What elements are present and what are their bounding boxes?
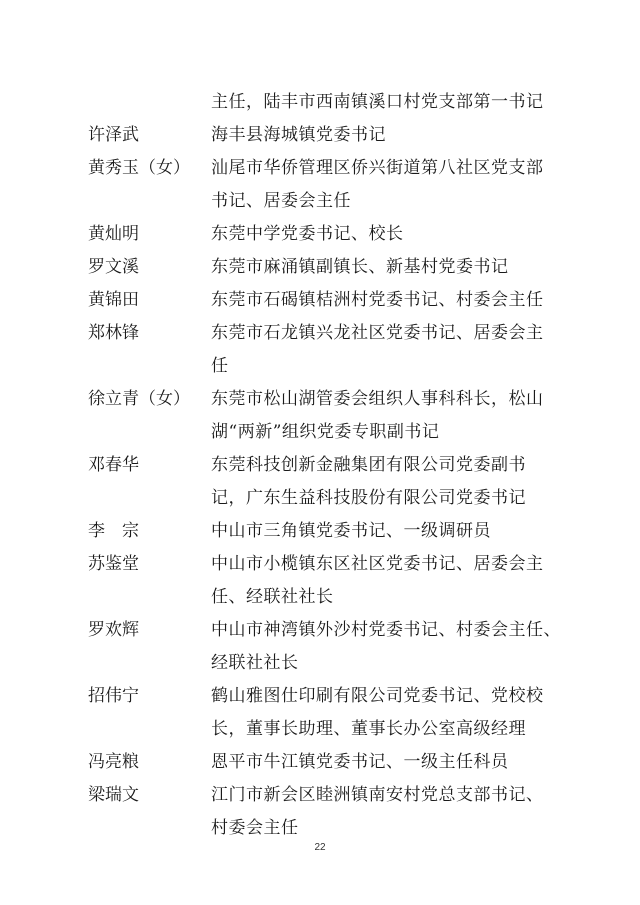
description-line: 湖“两新”组织党委专职副书记 <box>211 422 440 442</box>
list-item <box>0 251 640 284</box>
entry-description <box>211 548 569 614</box>
description-line: 海丰县海城镇党委书记 <box>211 125 386 145</box>
description-line: 长，董事长助理、董事长办公室高级经理 <box>211 719 526 739</box>
list-item <box>0 119 640 152</box>
list-item <box>0 383 640 449</box>
description-line: 鹤山雅图仕印刷有限公司党委书记、党校校 <box>211 686 544 706</box>
description-line: 恩平市牛江镇党委书记、一级主任科员 <box>211 752 509 772</box>
description-line: 任、经联社社长 <box>211 587 334 607</box>
list-item <box>0 680 640 746</box>
entry-description <box>211 284 569 317</box>
description-line: 书记、居委会主任 <box>211 191 351 211</box>
entry-list <box>0 86 640 845</box>
description-line: 东莞市麻涌镇副镇长、新基村党委书记 <box>211 257 509 277</box>
description-line: 汕尾市华侨管理区侨兴街道第八社区党支部 <box>211 158 544 178</box>
person-name: 罗文溪 <box>88 257 139 277</box>
entry-description <box>211 779 569 845</box>
person-name: 苏鉴堂 <box>88 554 139 574</box>
person-name: 邓春华 <box>88 455 139 475</box>
description-line: 中山市小榄镇东区社区党委书记、居委会主 <box>211 554 544 574</box>
list-item <box>0 317 640 383</box>
person-name: 郑林锋 <box>88 323 139 343</box>
description-line: 中山市三角镇党委书记、一级调研员 <box>211 521 491 541</box>
entry-description <box>211 614 569 680</box>
list-item <box>0 779 640 845</box>
description-line: 中山市神湾镇外沙村党委书记、村委会主任、 <box>211 620 561 640</box>
list-item <box>0 218 640 251</box>
person-name: 许泽武 <box>88 125 139 145</box>
list-item <box>0 449 640 515</box>
entry-description <box>211 515 569 548</box>
continuation-entry <box>0 86 640 119</box>
description-line: 东莞市石龙镇兴龙社区党委书记、居委会主 <box>211 323 544 343</box>
entry-description <box>211 449 569 515</box>
entry-description <box>211 218 569 251</box>
description-line: 东莞科技创新金融集团有限公司党委副书 <box>211 455 526 475</box>
person-name: 黄秀玉（女） <box>88 158 190 178</box>
list-item <box>0 548 640 614</box>
entry-description <box>211 746 569 779</box>
description-line: 主任，陆丰市西南镇溪口村党支部第一书记 <box>211 92 544 112</box>
description-line: 记，广东生益科技股份有限公司党委书记 <box>211 488 526 508</box>
person-name: 招伟宁 <box>88 686 139 706</box>
entry-description <box>211 317 569 383</box>
entry-description <box>211 251 569 284</box>
entry-description <box>211 152 569 218</box>
person-name: 罗欢辉 <box>88 620 139 640</box>
description-line: 东莞市松山湖管委会组织人事科科长，松山 <box>211 389 544 409</box>
list-item <box>0 746 640 779</box>
page-number: 22 <box>314 842 326 853</box>
person-name: 徐立青（女） <box>88 389 190 409</box>
list-item <box>0 152 640 218</box>
description-line: 村委会主任 <box>211 818 299 838</box>
person-name: 梁瑞文 <box>88 785 139 805</box>
description-line: 东莞中学党委书记、校长 <box>211 224 404 244</box>
entry-description <box>211 383 569 449</box>
description-line: 东莞市石碣镇桔洲村党委书记、村委会主任 <box>211 290 544 310</box>
person-name: 黄灿明 <box>88 224 139 244</box>
list-item <box>0 284 640 317</box>
description-line: 经联社社长 <box>211 653 299 673</box>
description-line: 江门市新会区睦洲镇南安村党总支部书记、 <box>211 785 544 805</box>
person-name: 李 宗 <box>88 521 139 541</box>
entry-description <box>211 86 569 119</box>
description-line: 任 <box>211 356 229 376</box>
person-name: 黄锦田 <box>88 290 139 310</box>
list-item <box>0 614 640 680</box>
entry-description <box>211 119 569 152</box>
person-name: 冯亮粮 <box>88 752 139 772</box>
list-item <box>0 515 640 548</box>
entry-description <box>211 680 569 746</box>
